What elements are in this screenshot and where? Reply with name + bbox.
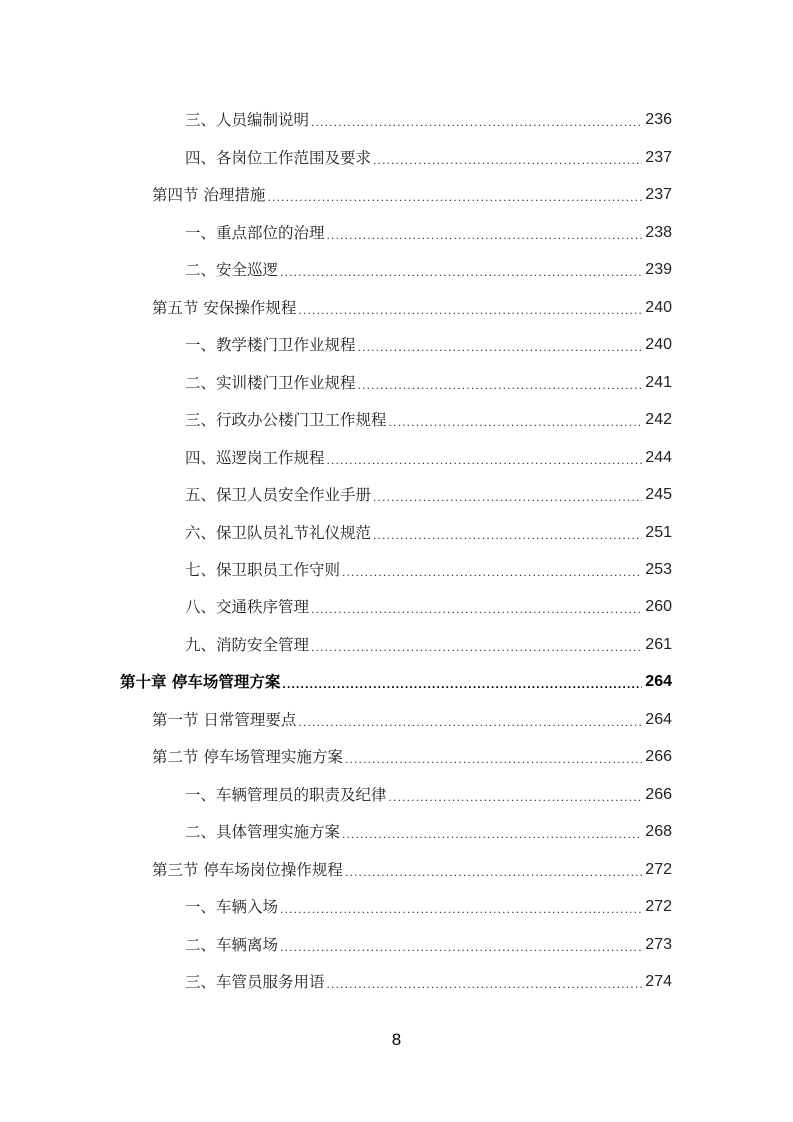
dot-leader — [311, 112, 642, 132]
toc-entry-page: 238 — [645, 224, 672, 241]
toc-entry[interactable] — [152, 296, 672, 320]
toc-entry-page: 274 — [645, 973, 672, 990]
toc-entry[interactable] — [185, 221, 672, 245]
toc-entry[interactable] — [152, 708, 672, 732]
toc-entry-title: 第十章 停车场管理方案 — [120, 673, 281, 691]
toc-entry-page: 240 — [645, 336, 672, 353]
dot-leader — [311, 599, 642, 619]
dot-leader — [389, 412, 643, 432]
dot-leader — [373, 150, 642, 170]
toc-entry-page: 273 — [645, 936, 672, 953]
toc-entry[interactable] — [185, 970, 672, 994]
toc-entry-page: 244 — [645, 449, 672, 466]
toc-entry-title: 第四节 治理措施 — [152, 186, 266, 204]
dot-leader — [311, 637, 642, 657]
toc-entry-title: 一、教学楼门卫作业规程 — [185, 336, 356, 354]
dot-leader — [345, 862, 642, 882]
toc-entry-page: 245 — [645, 486, 672, 503]
toc-entry[interactable] — [185, 895, 672, 919]
toc-entry-title: 五、保卫人员安全作业手册 — [185, 486, 372, 504]
toc-entry-page: 266 — [645, 748, 672, 765]
toc-entry[interactable] — [152, 745, 672, 769]
toc-entry-page: 266 — [645, 786, 672, 803]
toc-entry[interactable] — [185, 783, 672, 807]
toc-entry-title: 二、车辆离场 — [185, 936, 279, 954]
dot-leader — [280, 899, 642, 919]
toc-entry[interactable] — [185, 408, 672, 432]
toc-entry[interactable] — [185, 933, 672, 957]
dot-leader — [327, 225, 643, 245]
dot-leader — [280, 262, 642, 282]
toc-entry-page: 264 — [645, 673, 672, 690]
toc-entry[interactable] — [185, 820, 672, 844]
toc-entry[interactable] — [152, 858, 672, 882]
toc-entry-page: 261 — [645, 636, 672, 653]
dot-leader — [389, 787, 643, 807]
toc-chapter-entry[interactable] — [120, 670, 672, 694]
toc-entry[interactable] — [185, 446, 672, 470]
dot-leader — [358, 375, 643, 395]
toc-entry-title: 九、消防安全管理 — [185, 636, 310, 654]
toc-entry[interactable] — [185, 521, 672, 545]
dot-leader — [327, 450, 643, 470]
toc-entry[interactable] — [185, 108, 672, 132]
dot-leader — [345, 749, 642, 769]
toc-entry-page: 237 — [645, 186, 672, 203]
toc-entry-title: 二、具体管理实施方案 — [185, 823, 341, 841]
toc-entry-title: 八、交通秩序管理 — [185, 598, 310, 616]
toc-entry-page: 239 — [645, 261, 672, 278]
toc-entry-page: 242 — [645, 411, 672, 428]
dot-leader — [373, 487, 642, 507]
dot-leader — [298, 712, 642, 732]
toc-entry-title: 一、车辆管理员的职责及纪律 — [185, 786, 387, 804]
toc-entry-title: 二、实训楼门卫作业规程 — [185, 374, 356, 392]
toc-entry-page: 253 — [645, 561, 672, 578]
dot-leader — [327, 974, 643, 994]
toc-entry[interactable] — [185, 633, 672, 657]
toc-entry-title: 一、重点部位的治理 — [185, 224, 325, 242]
toc-entry-page: 268 — [645, 823, 672, 840]
dot-leader — [358, 337, 643, 357]
toc-entry-page: 240 — [645, 299, 672, 316]
toc-entry-title: 六、保卫队员礼节礼仪规范 — [185, 524, 372, 542]
toc-entry[interactable] — [185, 333, 672, 357]
toc-entry[interactable] — [152, 183, 672, 207]
toc-entry-title: 四、巡逻岗工作规程 — [185, 449, 325, 467]
toc-entry[interactable] — [185, 558, 672, 582]
toc-entry-title: 二、安全巡逻 — [185, 261, 279, 279]
toc-entry-page: 260 — [645, 598, 672, 615]
toc-entry-title: 三、车管员服务用语 — [185, 973, 325, 991]
toc-entry-page: 241 — [645, 374, 672, 391]
toc-entry-title: 三、行政办公楼门卫工作规程 — [185, 411, 387, 429]
toc-entry-page: 272 — [645, 861, 672, 878]
toc-entry-title: 七、保卫职员工作守则 — [185, 561, 341, 579]
toc-entry-title: 第三节 停车场岗位操作规程 — [152, 861, 343, 879]
toc-entry[interactable] — [185, 483, 672, 507]
dot-leader — [267, 187, 642, 207]
dot-leader — [282, 674, 642, 694]
toc-entry-title: 第五节 安保操作规程 — [152, 299, 297, 317]
toc-entry-title: 三、人员编制说明 — [185, 111, 310, 129]
page-number: 8 — [391, 1030, 402, 1049]
toc-entry-title: 一、车辆入场 — [185, 898, 279, 916]
dot-leader — [373, 525, 642, 545]
toc-entry[interactable] — [185, 595, 672, 619]
toc-entry-page: 237 — [645, 149, 672, 166]
toc-entry-page: 264 — [645, 711, 672, 728]
toc-entry[interactable] — [185, 371, 672, 395]
dot-leader — [280, 937, 642, 957]
dot-leader — [298, 300, 642, 320]
toc-entry[interactable] — [185, 258, 672, 282]
dot-leader — [342, 824, 642, 844]
toc-entry-title: 四、各岗位工作范围及要求 — [185, 149, 372, 167]
toc-entry-page: 272 — [645, 898, 672, 915]
toc-entry-title: 第一节 日常管理要点 — [152, 711, 297, 729]
toc-entry-page: 251 — [645, 524, 672, 541]
toc-entry-title: 第二节 停车场管理实施方案 — [152, 748, 343, 766]
dot-leader — [342, 562, 642, 582]
toc-entry-page: 236 — [645, 111, 672, 128]
toc-entry[interactable] — [185, 146, 672, 170]
